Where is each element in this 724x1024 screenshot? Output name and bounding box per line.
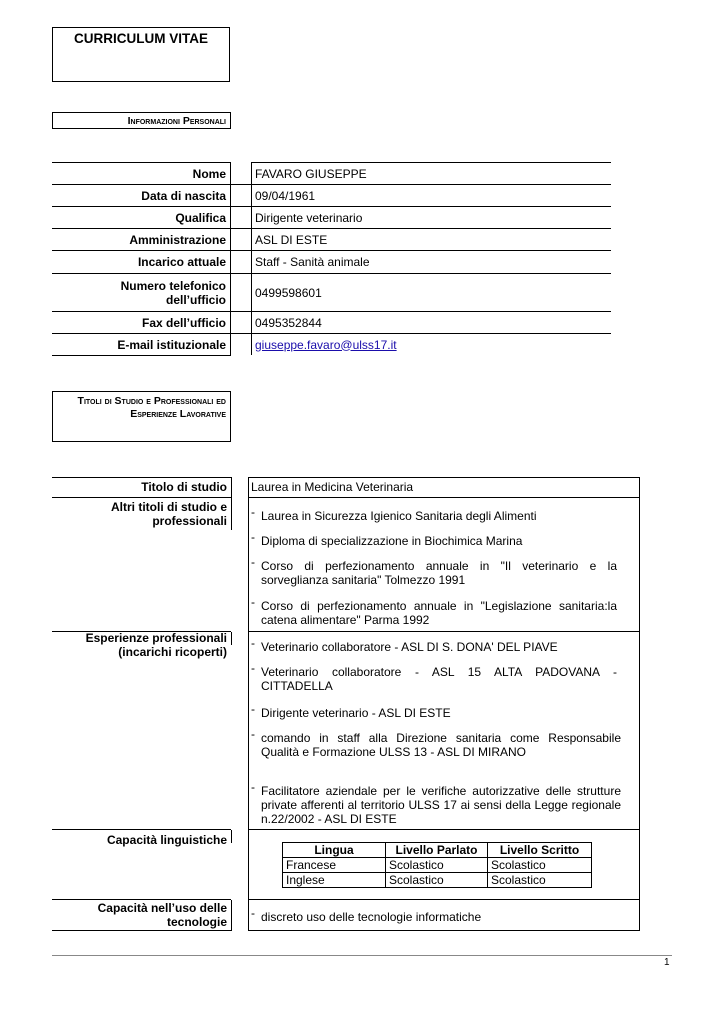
table-rule (248, 899, 639, 900)
info-label: Fax dell’ufficio (52, 312, 231, 333)
info-value: 0499598601 (251, 274, 611, 311)
info-value: Dirigente veterinario (251, 207, 611, 228)
table-rule (52, 355, 231, 356)
language-table (282, 842, 592, 888)
language-cell: Scolastico (488, 858, 592, 873)
language-table-header (283, 843, 592, 858)
table-rule (248, 930, 639, 931)
info-value (251, 334, 611, 355)
esperienze-label (52, 631, 231, 659)
table-rule (52, 829, 231, 830)
bullet: - (251, 906, 255, 920)
bullet: - (251, 530, 255, 544)
altri-titoli-item: Diploma di specializzazione in Biochimica Marina (261, 534, 523, 548)
info-value: 09/04/1961 (251, 185, 611, 206)
info-row-nome (52, 163, 611, 184)
language-cell: Inglese (283, 873, 386, 888)
altri-titoli-label-text: Altri titoli di studio e professionali (111, 500, 227, 528)
info-row-amministrazione (52, 229, 611, 250)
esperienze-label-text: Esperienze professionali (incarichi ricoperti) (85, 631, 227, 659)
language-header-cell: Livello Scritto (488, 843, 592, 858)
esperienze-item: Dirigente veterinario - ASL DI ESTE (261, 706, 451, 720)
table-rule (52, 899, 231, 900)
info-row-telefono (52, 274, 611, 311)
info-row-email (52, 334, 611, 355)
section-studies-text: Titoli di Studio e Professionali ed Esperienze Lavorative (77, 395, 226, 420)
info-label: Amministrazione (52, 229, 231, 250)
language-cell: Scolastico (488, 873, 592, 888)
section-personal-info: Informazioni Personali (52, 112, 231, 129)
info-value: 0495352844 (251, 312, 611, 333)
esperienze-item: Veterinario collaboratore - ASL 15 ALTA PADOVANA - CITTADELLA (261, 665, 617, 693)
bullet: - (251, 661, 255, 675)
language-header-cell: Livello Parlato (386, 843, 488, 858)
table-rule (248, 477, 249, 931)
info-label: E-mail istituzionale (52, 334, 231, 355)
info-row-data-nascita (52, 185, 611, 206)
bullet: - (251, 636, 255, 650)
info-label: Data di nascita (52, 185, 231, 206)
table-row (283, 873, 592, 888)
table-row (283, 858, 592, 873)
info-label-text: Numero telefonico dell’ufficio (120, 278, 226, 307)
table-rule (231, 900, 232, 931)
table-rule (248, 829, 639, 830)
table-rule (248, 477, 639, 478)
esperienze-item: comando in staff alla Direzione sanitaria come Responsabile Qualità e Formazione ULSS 13 - ASL DI MIRANO (261, 731, 621, 759)
bullet: - (251, 702, 255, 716)
info-label (52, 274, 231, 311)
titolo-studio-value: Laurea in Medicina Veterinaria (251, 480, 414, 494)
altri-titoli-label (52, 500, 231, 528)
language-cell: Francese (283, 858, 386, 873)
table-rule (231, 477, 232, 530)
bullet: - (251, 555, 255, 569)
bullet: - (251, 595, 255, 609)
cv-title-box (52, 27, 230, 82)
esperienze-item: Facilitatore aziendale per le verifiche autorizzative delle strutture private afferenti al territorio ULSS 17 ai sensi della Legge regionale n.22/2002 - ASL DI ESTE (261, 784, 621, 826)
info-value: Staff - Sanità animale (251, 251, 611, 273)
bullet: - (251, 505, 255, 519)
info-row-fax (52, 312, 611, 333)
info-label: Nome (52, 163, 231, 184)
altri-titoli-item: Corso di perfezionamento annuale in "Legislazione sanitaria:la catena alimentare" Parma 1992 (261, 599, 617, 627)
footer-rule (52, 955, 672, 956)
esperienze-item: Veterinario collaboratore - ASL DI S. DONA' DEL PIAVE (261, 640, 558, 654)
page-number: 1 (664, 957, 670, 968)
altri-titoli-item: Laurea in Sicurezza Igienico Sanitaria degli Alimenti (261, 509, 537, 523)
table-rule (639, 477, 640, 931)
tecnologie-label (52, 901, 231, 929)
table-rule (248, 497, 639, 498)
titolo-studio-label: Titolo di studio (141, 480, 227, 494)
table-rule (248, 631, 639, 632)
language-header-cell: Lingua (283, 843, 386, 858)
altri-titoli-item: Corso di perfezionamento annuale in "Il veterinario e la sorveglianza sanitaria" Tolmezzo 1991 (261, 559, 617, 587)
bullet: - (251, 727, 255, 741)
table-rule (52, 477, 231, 478)
section-studies (52, 391, 231, 442)
tecnologie-label-text: Capacità nell’uso delle tecnologie (97, 901, 227, 929)
table-rule (231, 830, 232, 843)
lingue-label: Capacità linguistiche (106, 833, 227, 847)
table-rule (52, 497, 231, 498)
table-rule (52, 930, 231, 931)
info-row-incarico (52, 251, 611, 273)
language-cell: Scolastico (386, 873, 488, 888)
info-label: Incarico attuale (52, 251, 231, 273)
language-cell: Scolastico (386, 858, 488, 873)
tecnologie-item: discreto uso delle tecnologie informatiche (261, 910, 482, 924)
info-value: ASL DI ESTE (251, 229, 611, 250)
email-link[interactable]: giuseppe.favaro@ulss17.it (255, 337, 397, 352)
info-label: Qualifica (52, 207, 231, 228)
bullet: - (251, 780, 255, 794)
info-value: FAVARO GIUSEPPE (251, 163, 611, 184)
cv-title: CURRICULUM VITAE (74, 31, 208, 46)
info-row-qualifica (52, 207, 611, 228)
table-rule (231, 632, 232, 645)
